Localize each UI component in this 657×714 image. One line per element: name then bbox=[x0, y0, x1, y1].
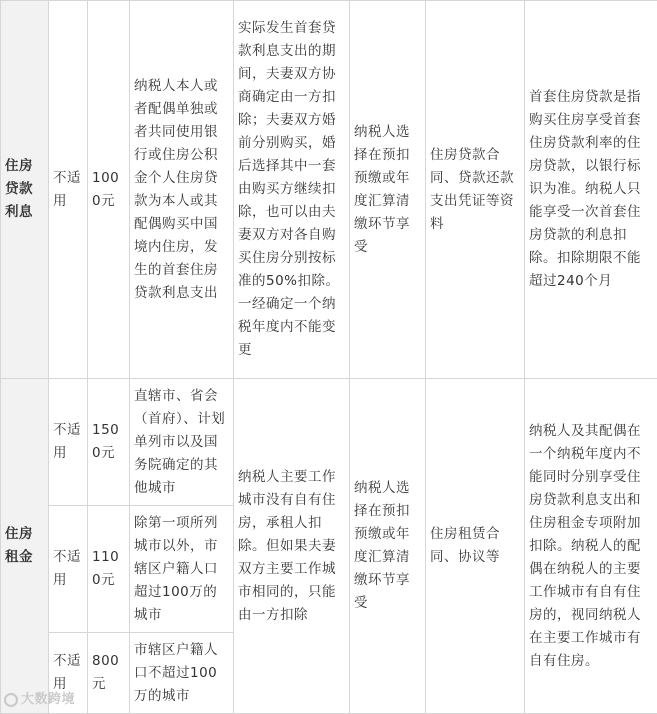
applicable-cell: 不适用 bbox=[49, 1, 88, 379]
applicable-cell: 不适用 bbox=[49, 506, 88, 633]
notes-cell: 首套住房贷款是指购买住房享受首套住房贷款利率的住房贷款，以银行标识为准。纳税人只能享受一次首套住房贷款的利息扣除。扣除期限不能超过240个月 bbox=[525, 1, 657, 379]
table-row-loan bbox=[1, 1, 657, 379]
split-rule-cell: 实际发生首套贷款利息支出的期间，夫妻双方协商确定由一方扣除；夫妻双方婚前分别购买，婚后选择其中一套由购买方继续扣除，也可以由夫妻双方对各自购买住房分别按标准的50%扣除。一经确定一个纳税年度内不能变更 bbox=[234, 1, 350, 379]
applicable-cell: 不适用 bbox=[49, 379, 88, 506]
amount-cell: 1100元 bbox=[88, 506, 130, 633]
category-cell-loan: 住房贷款利息 bbox=[1, 1, 49, 379]
amount-cell: 1000元 bbox=[88, 1, 130, 379]
category-cell-rent: 住房租金 bbox=[1, 379, 49, 714]
scope-cell: 直辖市、省会（首府）、计划单列市以及国务院确定的其他城市 bbox=[130, 379, 234, 506]
documents-cell: 住房租赁合同、协议等 bbox=[426, 379, 525, 714]
notes-cell: 纳税人及其配偶在一个纳税年度内不能同时分别享受住房贷款利息支出和住房租金专项附加扣除。纳税人的配偶在纳税人的主要工作城市有自有住房的，视同纳税人在主要工作城市有自有住房。 bbox=[525, 379, 657, 714]
scope-cell: 除第一项所列城市以外，市辖区户籍人口超过100万的城市 bbox=[130, 506, 234, 633]
amount-cell: 1500元 bbox=[88, 379, 130, 506]
watermark bbox=[4, 688, 75, 707]
applicable-cell: 不适用 bbox=[49, 633, 88, 714]
amount-cell: 800元 bbox=[88, 633, 130, 714]
documents-cell: 住房贷款合同、贷款还款支出凭证等资料 bbox=[426, 1, 525, 379]
timing-cell: 纳税人选择在预扣预缴或年度汇算清缴环节享受 bbox=[350, 1, 426, 379]
scope-cell: 市辖区户籍人口不超过100万的城市 bbox=[130, 633, 234, 714]
watermark-logo-icon bbox=[4, 693, 18, 707]
split-rule-cell: 纳税人主要工作城市没有自有住房，承租人扣除。但如果夫妻双方主要工作城市相同的，只能由一方扣除 bbox=[234, 379, 350, 714]
table-row-rent-1 bbox=[1, 379, 657, 506]
timing-cell: 纳税人选择在预扣预缴或年度汇算清缴环节享受 bbox=[350, 379, 426, 714]
scope-cell: 纳税人本人或者配偶单独或者共同使用银行或住房公积金个人住房贷款为本人或其配偶购买中国境内住房，发生的首套住房贷款利息支出 bbox=[130, 1, 234, 379]
watermark-text: 大数跨境 bbox=[21, 692, 75, 707]
